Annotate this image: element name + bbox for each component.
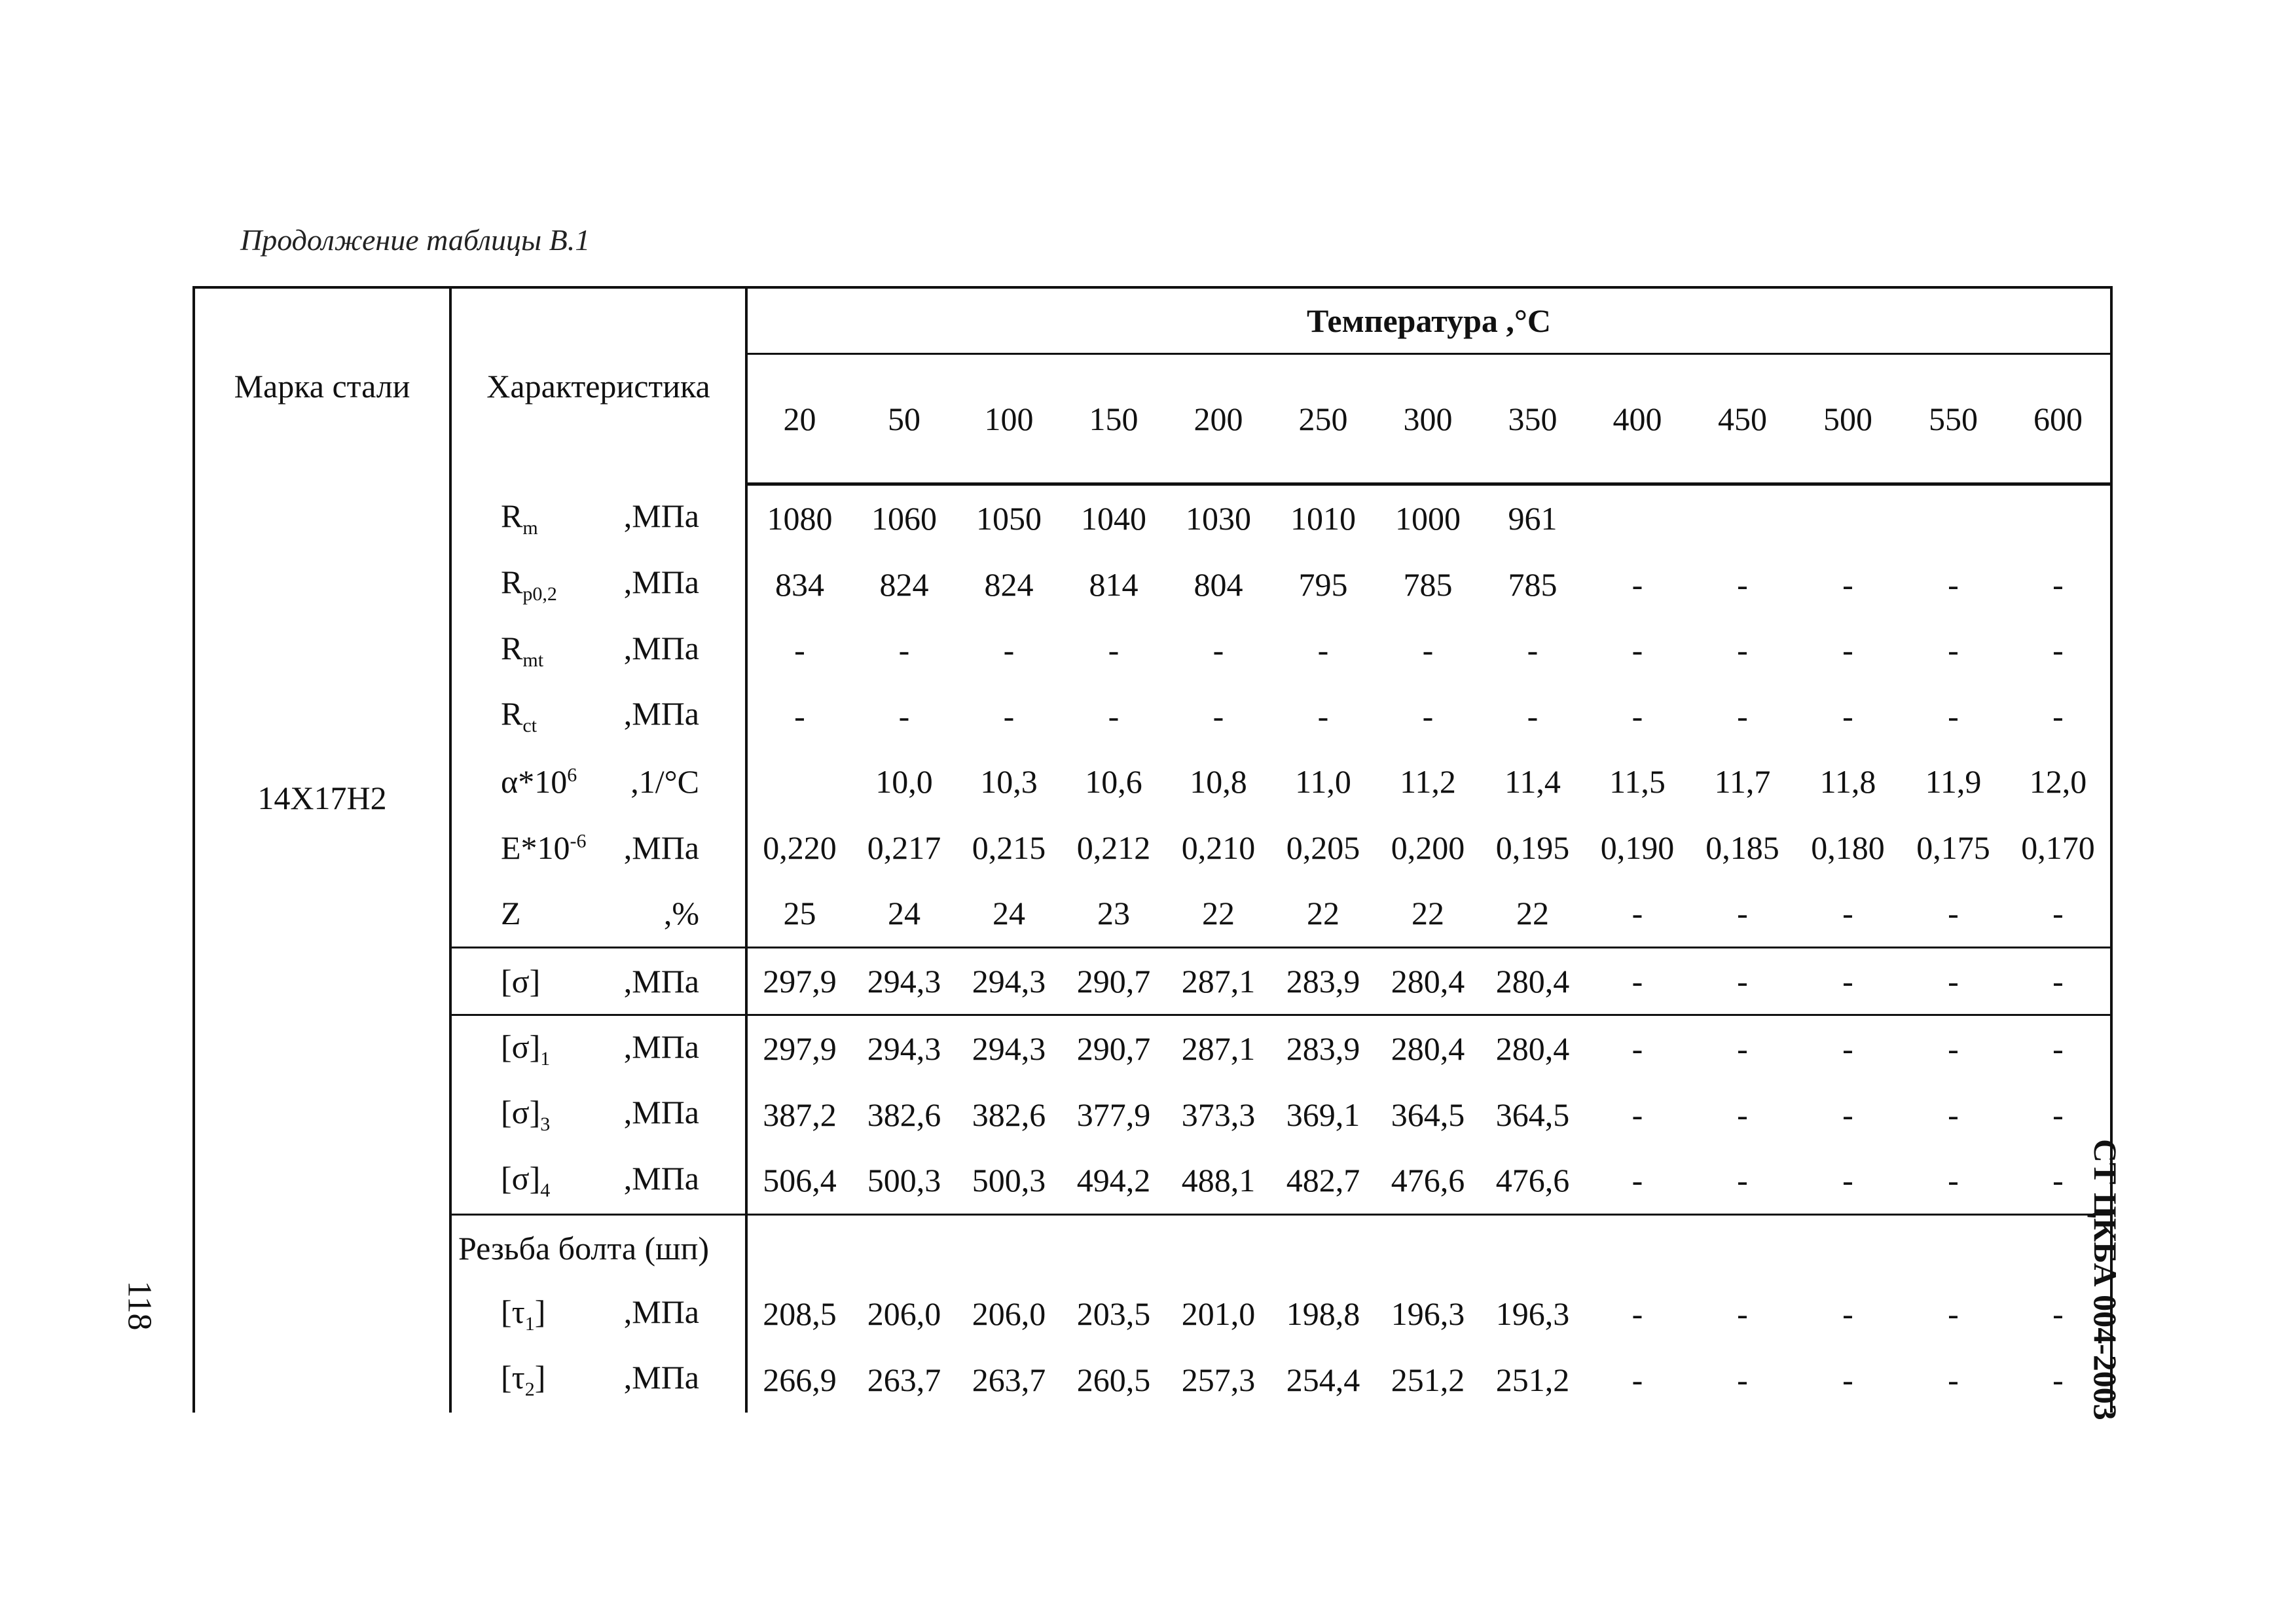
property-symbol: $[\tau_2]$ bbox=[501, 1359, 546, 1401]
property-unit: ,МПа bbox=[623, 829, 699, 866]
table-row bbox=[194, 1015, 2111, 1082]
value-cell: 795 bbox=[1298, 566, 1348, 603]
value-cell: 283,9 bbox=[1271, 1015, 1376, 1082]
value-cell: 0,180 bbox=[1811, 829, 1885, 866]
value-cell: - bbox=[1212, 697, 1224, 734]
value-cell: 1060 bbox=[871, 500, 937, 537]
value-cell: - bbox=[1948, 895, 1959, 932]
value-cell: 506,4 bbox=[763, 1162, 837, 1199]
value-cell: - bbox=[2006, 1015, 2111, 1082]
value-cell bbox=[1690, 484, 1795, 552]
value-cell bbox=[1585, 484, 1690, 552]
value-cell bbox=[1585, 1214, 1690, 1281]
value-cell: 251,2 bbox=[1391, 1361, 1465, 1398]
value-cell bbox=[1376, 1214, 1480, 1281]
value-cell: - bbox=[1317, 632, 1329, 669]
value-cell: 0,195 bbox=[1495, 829, 1570, 866]
property-unit: ,МПа bbox=[623, 1094, 699, 1131]
value-cell: - bbox=[1948, 1361, 1959, 1398]
value-cell bbox=[1795, 1214, 1901, 1281]
value-cell: 280,4 bbox=[1376, 1015, 1480, 1082]
property-unit: ,% bbox=[663, 895, 699, 932]
value-cell: 11,9 bbox=[1925, 763, 1982, 801]
temperature-header-cell: 300 bbox=[1376, 354, 1480, 484]
value-cell: 297,9 bbox=[746, 1015, 852, 1082]
value-cell: - bbox=[1795, 1015, 1901, 1082]
table-row bbox=[194, 617, 2111, 683]
value-cell: 198,8 bbox=[1286, 1295, 1360, 1333]
property-symbol: [σ] bbox=[501, 962, 541, 1000]
property-symbol: $E*10^{-6}$ bbox=[501, 829, 587, 866]
property-unit: ,МПа bbox=[623, 1293, 699, 1330]
value-cell: - bbox=[1842, 566, 1853, 603]
value-cell: 22 bbox=[1307, 895, 1339, 932]
value-cell: 1010 bbox=[1290, 500, 1356, 537]
value-cell: 785 bbox=[1403, 566, 1453, 603]
value-cell: - bbox=[1948, 1295, 1959, 1333]
table-row bbox=[194, 1347, 2111, 1413]
property-cell bbox=[450, 1082, 746, 1148]
value-cell: - bbox=[1842, 1361, 1853, 1398]
value-cell: 364,5 bbox=[1391, 1096, 1465, 1133]
property-unit: ,МПа bbox=[623, 695, 699, 732]
value-cell: 260,5 bbox=[1076, 1361, 1151, 1398]
value-cell: 476,6 bbox=[1495, 1162, 1570, 1199]
table-row bbox=[194, 880, 2111, 947]
value-cell: 814 bbox=[1089, 566, 1139, 603]
value-cell: 11,0 bbox=[1295, 763, 1351, 801]
value-cell: - bbox=[794, 632, 805, 669]
value-cell: 283,9 bbox=[1271, 947, 1376, 1015]
value-cell: 0,205 bbox=[1286, 829, 1360, 866]
value-cell: - bbox=[1631, 566, 1643, 603]
value-cell: 196,3 bbox=[1495, 1295, 1570, 1333]
value-cell: 0,170 bbox=[2021, 829, 2095, 866]
property-symbol: $R_{p0,2}$ bbox=[501, 564, 557, 605]
value-cell: - bbox=[1737, 1096, 1748, 1133]
property-cell bbox=[450, 552, 746, 618]
value-cell: - bbox=[2052, 1295, 2064, 1333]
property-cell bbox=[450, 1147, 746, 1214]
value-cell bbox=[1271, 1214, 1376, 1281]
property-symbol: $[\sigma]_4$ bbox=[501, 1159, 551, 1201]
value-cell: 824 bbox=[879, 566, 929, 603]
value-cell: 22 bbox=[1412, 895, 1444, 932]
value-cell: 10,3 bbox=[980, 763, 1038, 801]
property-symbol: $[\sigma]_3$ bbox=[501, 1094, 551, 1136]
value-cell: - bbox=[1631, 632, 1643, 669]
property-cell bbox=[450, 1015, 746, 1082]
value-cell: 382,6 bbox=[972, 1096, 1046, 1133]
table-row bbox=[194, 552, 2111, 618]
value-cell: - bbox=[1842, 1295, 1853, 1333]
value-cell: - bbox=[1631, 1096, 1643, 1133]
value-cell: 263,7 bbox=[867, 1361, 941, 1398]
value-cell: 0,210 bbox=[1181, 829, 1256, 866]
value-cell: 251,2 bbox=[1495, 1361, 1570, 1398]
value-cell: 206,0 bbox=[972, 1295, 1046, 1333]
value-cell: 961 bbox=[1508, 500, 1558, 537]
value-cell: - bbox=[1003, 632, 1015, 669]
value-cell: 1040 bbox=[1081, 500, 1146, 537]
value-cell: 297,9 bbox=[746, 947, 852, 1015]
property-cell bbox=[450, 749, 746, 815]
value-cell: - bbox=[1842, 632, 1853, 669]
property-symbol: $R_{mt}$ bbox=[501, 629, 544, 671]
table-row bbox=[194, 1082, 2111, 1148]
property-cell bbox=[450, 947, 746, 1015]
value-cell bbox=[746, 1214, 852, 1281]
property-cell bbox=[450, 484, 746, 552]
value-cell: - bbox=[1737, 1361, 1748, 1398]
value-cell bbox=[1690, 1214, 1795, 1281]
value-cell bbox=[1166, 1214, 1271, 1281]
value-cell: 203,5 bbox=[1076, 1295, 1151, 1333]
value-cell: - bbox=[1585, 1015, 1690, 1082]
value-cell: 476,6 bbox=[1391, 1162, 1465, 1199]
property-unit: ,МПа bbox=[623, 564, 699, 601]
value-cell: 488,1 bbox=[1181, 1162, 1256, 1199]
temperature-header-cell: 600 bbox=[2006, 354, 2111, 484]
table-row bbox=[194, 749, 2111, 815]
value-cell: 290,7 bbox=[1061, 1015, 1166, 1082]
temperature-header-cell: 500 bbox=[1795, 354, 1901, 484]
value-cell: 22 bbox=[1516, 895, 1549, 932]
value-cell: - bbox=[1108, 697, 1120, 734]
table-row bbox=[194, 815, 2111, 881]
value-cell: - bbox=[2052, 566, 2064, 603]
property-unit: ,МПа bbox=[623, 497, 699, 534]
value-cell: 24 bbox=[993, 895, 1025, 932]
value-cell: - bbox=[1212, 632, 1224, 669]
value-cell: 500,3 bbox=[867, 1162, 941, 1199]
value-cell: 0,217 bbox=[867, 829, 941, 866]
value-cell: - bbox=[1948, 1096, 1959, 1133]
value-cell bbox=[746, 749, 852, 815]
value-cell: 280,4 bbox=[1480, 947, 1585, 1015]
value-cell: 208,5 bbox=[763, 1295, 837, 1333]
temperature-header-cell: 550 bbox=[1901, 354, 2006, 484]
value-cell: - bbox=[1631, 697, 1643, 734]
column-header-grade: Марка стали bbox=[194, 287, 450, 484]
value-cell: - bbox=[1631, 1295, 1643, 1333]
temperature-header-cell: 400 bbox=[1585, 354, 1690, 484]
value-cell: - bbox=[898, 632, 910, 669]
value-cell: 0,185 bbox=[1705, 829, 1779, 866]
value-cell: - bbox=[1948, 566, 1959, 603]
value-cell: 294,3 bbox=[852, 1015, 957, 1082]
value-cell: 0,175 bbox=[1916, 829, 1990, 866]
value-cell: - bbox=[2052, 895, 2064, 932]
value-cell: - bbox=[1901, 947, 2006, 1015]
property-cell bbox=[450, 1281, 746, 1347]
value-cell: 257,3 bbox=[1181, 1361, 1256, 1398]
value-cell: 482,7 bbox=[1286, 1162, 1360, 1199]
temperature-header-cell: 20 bbox=[746, 354, 852, 484]
value-cell: 196,3 bbox=[1391, 1295, 1465, 1333]
value-cell: - bbox=[1948, 697, 1959, 734]
value-cell: 22 bbox=[1202, 895, 1235, 932]
value-cell: - bbox=[1631, 895, 1643, 932]
value-cell: 201,0 bbox=[1181, 1295, 1256, 1333]
table-row bbox=[194, 683, 2111, 749]
value-cell: 206,0 bbox=[867, 1295, 941, 1333]
table-row bbox=[194, 1281, 2111, 1347]
value-cell: - bbox=[1527, 697, 1539, 734]
value-cell: - bbox=[1901, 1015, 2006, 1082]
value-cell: - bbox=[1527, 632, 1539, 669]
value-cell: - bbox=[1948, 1162, 1959, 1199]
value-cell bbox=[957, 1214, 1061, 1281]
temperature-header-cell: 100 bbox=[957, 354, 1061, 484]
value-cell: 834 bbox=[775, 566, 824, 603]
value-cell: 10,8 bbox=[1190, 763, 1247, 801]
property-unit: ,МПа bbox=[623, 1159, 699, 1197]
temperature-header-cell: 250 bbox=[1271, 354, 1376, 484]
value-cell: - bbox=[1737, 1162, 1748, 1199]
value-cell bbox=[1480, 1214, 1585, 1281]
value-cell: - bbox=[1631, 1361, 1643, 1398]
value-cell: 494,2 bbox=[1076, 1162, 1151, 1199]
properties-table bbox=[192, 286, 2113, 1413]
value-cell: 0,215 bbox=[972, 829, 1046, 866]
value-cell: 11,4 bbox=[1504, 763, 1561, 801]
value-cell: 10,0 bbox=[875, 763, 933, 801]
property-cell bbox=[450, 683, 746, 749]
value-cell: 1080 bbox=[767, 500, 833, 537]
property-symbol: $\alpha*10^6$ bbox=[501, 763, 577, 801]
value-cell: 254,4 bbox=[1286, 1361, 1360, 1398]
property-unit: ,МПа bbox=[623, 1028, 699, 1065]
value-cell: - bbox=[2052, 1096, 2064, 1133]
value-cell: 263,7 bbox=[972, 1361, 1046, 1398]
value-cell: 287,1 bbox=[1166, 947, 1271, 1015]
temperature-header-cell: 150 bbox=[1061, 354, 1166, 484]
table-row bbox=[194, 1147, 2111, 1214]
value-cell: - bbox=[1842, 1096, 1853, 1133]
value-cell: - bbox=[794, 697, 805, 734]
value-cell: 1050 bbox=[976, 500, 1042, 537]
property-cell: Резьба болта (шп) bbox=[450, 1214, 746, 1281]
value-cell: 11,8 bbox=[1819, 763, 1876, 801]
value-cell: 824 bbox=[984, 566, 1034, 603]
value-cell: 0,190 bbox=[1600, 829, 1675, 866]
property-symbol: $[\sigma]_1$ bbox=[501, 1028, 551, 1070]
value-cell: - bbox=[1948, 632, 1959, 669]
value-cell bbox=[1901, 1214, 2006, 1281]
value-cell: - bbox=[1317, 697, 1329, 734]
value-cell: - bbox=[1108, 632, 1120, 669]
value-cell: - bbox=[1795, 947, 1901, 1015]
value-cell: 373,3 bbox=[1181, 1096, 1256, 1133]
table-row bbox=[194, 1214, 2111, 1281]
value-cell: 294,3 bbox=[852, 947, 957, 1015]
value-cell: - bbox=[1690, 1015, 1795, 1082]
value-cell: - bbox=[2006, 947, 2111, 1015]
document-code: СТ ЦКБА 004-2003 bbox=[2087, 1139, 2124, 1420]
value-cell: 369,1 bbox=[1286, 1096, 1360, 1133]
value-cell: - bbox=[1842, 1162, 1853, 1199]
property-unit: ,1/°С bbox=[630, 763, 699, 801]
value-cell: - bbox=[1422, 632, 1434, 669]
value-cell: 280,4 bbox=[1376, 947, 1480, 1015]
value-cell: - bbox=[2052, 1162, 2064, 1199]
value-cell: - bbox=[1631, 1162, 1643, 1199]
value-cell: 1030 bbox=[1186, 500, 1251, 537]
value-cell: 0,220 bbox=[763, 829, 837, 866]
value-cell: 12,0 bbox=[2029, 763, 2087, 801]
value-cell bbox=[852, 1214, 957, 1281]
property-unit: ,МПа bbox=[623, 1359, 699, 1396]
column-header-property: Характеристика bbox=[450, 287, 746, 484]
value-cell: - bbox=[1842, 697, 1853, 734]
value-cell: 23 bbox=[1097, 895, 1130, 932]
property-symbol: Z bbox=[501, 895, 521, 932]
value-cell: 10,6 bbox=[1085, 763, 1142, 801]
value-cell bbox=[2006, 484, 2111, 552]
value-cell: 290,7 bbox=[1061, 947, 1166, 1015]
value-cell: - bbox=[1585, 947, 1690, 1015]
property-cell bbox=[450, 880, 746, 947]
property-cell bbox=[450, 815, 746, 881]
value-cell bbox=[1795, 484, 1901, 552]
value-cell: 377,9 bbox=[1076, 1096, 1151, 1133]
property-unit: ,МПа bbox=[623, 629, 699, 666]
value-cell: - bbox=[1003, 697, 1015, 734]
property-symbol: $R_m$ bbox=[501, 497, 538, 539]
value-cell: 364,5 bbox=[1495, 1096, 1570, 1133]
table-row bbox=[194, 484, 2111, 552]
column-header-temperature: Температура ,°С bbox=[746, 287, 2111, 354]
value-cell: - bbox=[1737, 566, 1748, 603]
value-cell: 294,3 bbox=[957, 1015, 1061, 1082]
temperature-header-cell: 450 bbox=[1690, 354, 1795, 484]
table-row bbox=[194, 947, 2111, 1015]
value-cell: 11,5 bbox=[1609, 763, 1666, 801]
steel-grade-cell: 14Х17Н2 bbox=[194, 484, 450, 1413]
property-symbol: $[\tau_1]$ bbox=[501, 1293, 546, 1335]
value-cell bbox=[1901, 484, 2006, 552]
value-cell: 500,3 bbox=[972, 1162, 1046, 1199]
value-cell: 24 bbox=[888, 895, 920, 932]
value-cell: - bbox=[2052, 632, 2064, 669]
value-cell: 266,9 bbox=[763, 1361, 837, 1398]
value-cell: 11,2 bbox=[1400, 763, 1456, 801]
value-cell: 0,200 bbox=[1391, 829, 1465, 866]
value-cell: 382,6 bbox=[867, 1096, 941, 1133]
value-cell: 1000 bbox=[1395, 500, 1461, 537]
value-cell: - bbox=[2052, 1361, 2064, 1398]
temperature-header-cell: 200 bbox=[1166, 354, 1271, 484]
temperature-header-cell: 350 bbox=[1480, 354, 1585, 484]
value-cell: - bbox=[1737, 632, 1748, 669]
property-symbol: $R_{ct}$ bbox=[501, 695, 538, 737]
page-number: 118 bbox=[120, 1280, 158, 1331]
value-cell: 25 bbox=[783, 895, 816, 932]
value-cell: 287,1 bbox=[1166, 1015, 1271, 1082]
value-cell: 294,3 bbox=[957, 947, 1061, 1015]
value-cell: - bbox=[1690, 947, 1795, 1015]
property-cell bbox=[450, 617, 746, 683]
table-caption: Продолжение таблицы В.1 bbox=[240, 223, 591, 257]
value-cell: - bbox=[1737, 895, 1748, 932]
temperature-header-cell: 50 bbox=[852, 354, 957, 484]
value-cell: - bbox=[1422, 697, 1434, 734]
property-cell bbox=[450, 1347, 746, 1413]
value-cell: 785 bbox=[1508, 566, 1558, 603]
value-cell: 11,7 bbox=[1714, 763, 1771, 801]
value-cell bbox=[1061, 1214, 1166, 1281]
value-cell: - bbox=[1842, 895, 1853, 932]
value-cell: 0,212 bbox=[1076, 829, 1151, 866]
property-unit: ,МПа bbox=[623, 962, 699, 1000]
value-cell: 804 bbox=[1194, 566, 1243, 603]
value-cell: - bbox=[2052, 697, 2064, 734]
value-cell: 280,4 bbox=[1480, 1015, 1585, 1082]
value-cell: - bbox=[1737, 1295, 1748, 1333]
value-cell: - bbox=[898, 697, 910, 734]
value-cell: 387,2 bbox=[763, 1096, 837, 1133]
value-cell: - bbox=[1737, 697, 1748, 734]
